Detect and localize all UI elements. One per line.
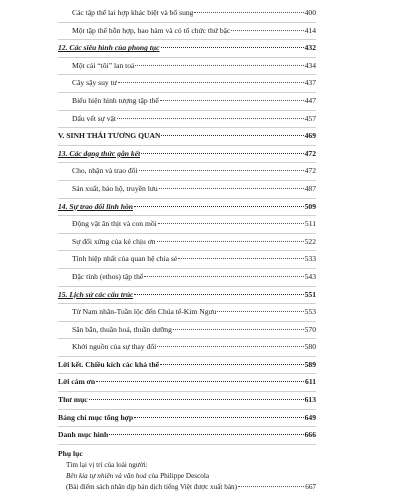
toc-entry-page-number: 447 xyxy=(304,95,316,105)
dot-leader xyxy=(157,346,303,347)
appendix-book-title-line xyxy=(58,471,316,482)
toc-entry-title: 13. Các dạng thức gắn kết xyxy=(58,148,141,158)
dot-leader xyxy=(134,417,304,418)
book-title: Bên kia tự nhiên và văn hoá xyxy=(66,471,147,480)
toc-entry-page-number: 437 xyxy=(304,78,316,88)
dot-leader xyxy=(135,65,303,66)
toc-entry-title: Cho, nhận và trao đổi xyxy=(72,166,138,176)
dot-leader xyxy=(118,82,304,83)
toc-entry xyxy=(58,410,316,428)
toc-entry-page-number: 487 xyxy=(304,183,316,193)
toc-entry xyxy=(58,199,316,217)
toc-entry-title: 15. Lịch sử các cấu trúc xyxy=(58,289,134,299)
toc-entry-page-number: 434 xyxy=(304,60,316,70)
toc-entry xyxy=(58,287,316,305)
toc-entry xyxy=(58,40,316,58)
toc-entry-page-number: 649 xyxy=(304,412,316,422)
toc-entry xyxy=(58,234,316,252)
appendix-line: Tìm lại vị trí của loài người: xyxy=(66,460,148,469)
toc-entry-title: Danh mục hình xyxy=(58,430,109,440)
appendix-review-line xyxy=(58,482,316,493)
toc-entry-title: 14. Sự trao đổi linh hồn xyxy=(58,201,134,211)
dot-leader xyxy=(173,329,304,330)
toc-entry-title: Sự đối xứng của kẻ chịu ơn xyxy=(72,236,156,246)
book-author: của Philippe Descola xyxy=(146,471,210,480)
toc-entry-title: Tính hiệp nhất của quan hệ chia sẻ xyxy=(72,254,178,264)
toc-entry xyxy=(58,163,316,181)
appendix-review-title: (Bài điểm sách nhân dịp bản dịch tiếng Việt được xuất bản) xyxy=(66,482,238,491)
toc-entry-title: Lời cảm ơn xyxy=(58,377,96,387)
toc-entry xyxy=(58,427,316,445)
dot-leader xyxy=(160,100,304,101)
dot-leader xyxy=(178,258,303,259)
toc-entry xyxy=(58,322,316,340)
toc-entry-page-number: 570 xyxy=(304,324,316,334)
toc-entry-title: Một tập thể hỗn hợp, bao hàm và có tổ chức thứ bậc xyxy=(72,25,231,35)
toc-entry xyxy=(58,23,316,41)
dot-leader xyxy=(117,118,304,119)
toc-entry xyxy=(58,392,316,410)
dot-leader xyxy=(134,294,303,295)
dot-leader xyxy=(96,381,304,382)
dot-leader xyxy=(141,153,303,154)
toc-entry-page-number: 589 xyxy=(304,359,316,369)
dot-leader xyxy=(161,135,303,136)
dot-leader xyxy=(217,311,303,312)
dot-leader xyxy=(158,223,304,224)
toc-entry-title: Thư mục xyxy=(58,395,88,405)
toc-entry-title: Động vật ăn thịt và con mồi xyxy=(72,219,157,229)
toc-entry xyxy=(58,251,316,269)
toc-entry-page-number: 522 xyxy=(304,236,316,246)
toc-entry-page-number: 551 xyxy=(304,289,316,299)
toc-entry xyxy=(58,128,316,146)
dot-leader xyxy=(144,276,303,277)
toc-entry xyxy=(58,93,316,111)
toc-entry-page-number: 511 xyxy=(304,219,316,229)
toc-entry xyxy=(58,58,316,76)
appendix-page-number: 667 xyxy=(305,482,316,491)
toc-entry xyxy=(58,374,316,392)
toc-entry-page-number: 472 xyxy=(304,148,316,158)
toc-entry-title: Khởi nguồn của sự thay đổi xyxy=(72,342,157,352)
dot-leader xyxy=(231,30,303,31)
toc-entry xyxy=(58,181,316,199)
toc-entry-page-number: 432 xyxy=(304,43,316,53)
dot-leader xyxy=(157,241,304,242)
toc-entry xyxy=(58,339,316,357)
toc-entry-page-number: 533 xyxy=(304,254,316,264)
toc-entry-page-number: 457 xyxy=(304,113,316,123)
toc-entry xyxy=(58,357,316,375)
toc-entry-title: Biểu hiện hình tượng tập thể xyxy=(72,95,159,105)
dot-leader xyxy=(194,12,303,13)
toc-entry-title: Săn bắn, thuần hoá, thuần dưỡng xyxy=(72,324,172,334)
toc-entry-title: Các tập thể lai hợp khác biệt và bổ sung xyxy=(72,8,194,17)
toc-entry-title: Một cái “tôi” lan toả xyxy=(72,60,135,70)
toc-entry xyxy=(58,216,316,234)
toc-entry-page-number: 509 xyxy=(304,201,316,211)
toc-entry-page-number: 543 xyxy=(304,271,316,281)
toc-entry-title: V. SINH THÁI TƯƠNG QUAN xyxy=(58,131,161,141)
toc-entry-page-number: 414 xyxy=(304,25,316,35)
toc-entry-page-number: 553 xyxy=(304,307,316,317)
toc-entry-page-number: 613 xyxy=(304,395,316,405)
dot-leader xyxy=(159,188,304,189)
toc-entry-page-number: 666 xyxy=(304,430,316,440)
toc-entry xyxy=(58,304,316,322)
toc-entry xyxy=(58,75,316,93)
toc-entry-title: Sản xuất, bảo hộ, truyền lưu xyxy=(72,183,158,193)
toc-entry-page-number: 400 xyxy=(304,8,316,17)
toc-entry-title: 12. Các siêu hình của phong tục xyxy=(58,43,160,53)
dot-leader xyxy=(109,434,303,435)
toc-entry xyxy=(58,111,316,129)
toc-entry xyxy=(58,269,316,287)
toc-entry-page-number: 580 xyxy=(304,342,316,352)
toc-entry-title: Từ Nam nhân-Tuần lộc đến Chúa tể-Kim Ngưu xyxy=(72,307,217,317)
dot-leader xyxy=(160,364,304,365)
dot-leader xyxy=(238,486,304,487)
toc-entry-title: Đặc tính (ethos) tập thể xyxy=(72,271,144,281)
dot-leader xyxy=(139,170,304,171)
toc-entry-title: Cây sậy suy tư xyxy=(72,78,117,88)
table-of-contents xyxy=(58,5,316,493)
toc-entry-page-number: 469 xyxy=(304,131,316,141)
toc-entry-page-number: 472 xyxy=(304,166,316,176)
dot-leader xyxy=(134,206,304,207)
toc-entry-title: Bảng chỉ mục tổng hợp xyxy=(58,412,134,422)
toc-entry xyxy=(58,146,316,164)
dot-leader xyxy=(161,47,304,48)
toc-entry-title: Dấu vết sự vật xyxy=(72,113,116,123)
toc-entry xyxy=(58,5,316,23)
toc-entry-title: Lời kết. Chiều kích các khả thể xyxy=(58,359,160,369)
appendix-heading: Phụ lục xyxy=(58,448,83,458)
toc-entry-page-number: 611 xyxy=(305,377,316,387)
